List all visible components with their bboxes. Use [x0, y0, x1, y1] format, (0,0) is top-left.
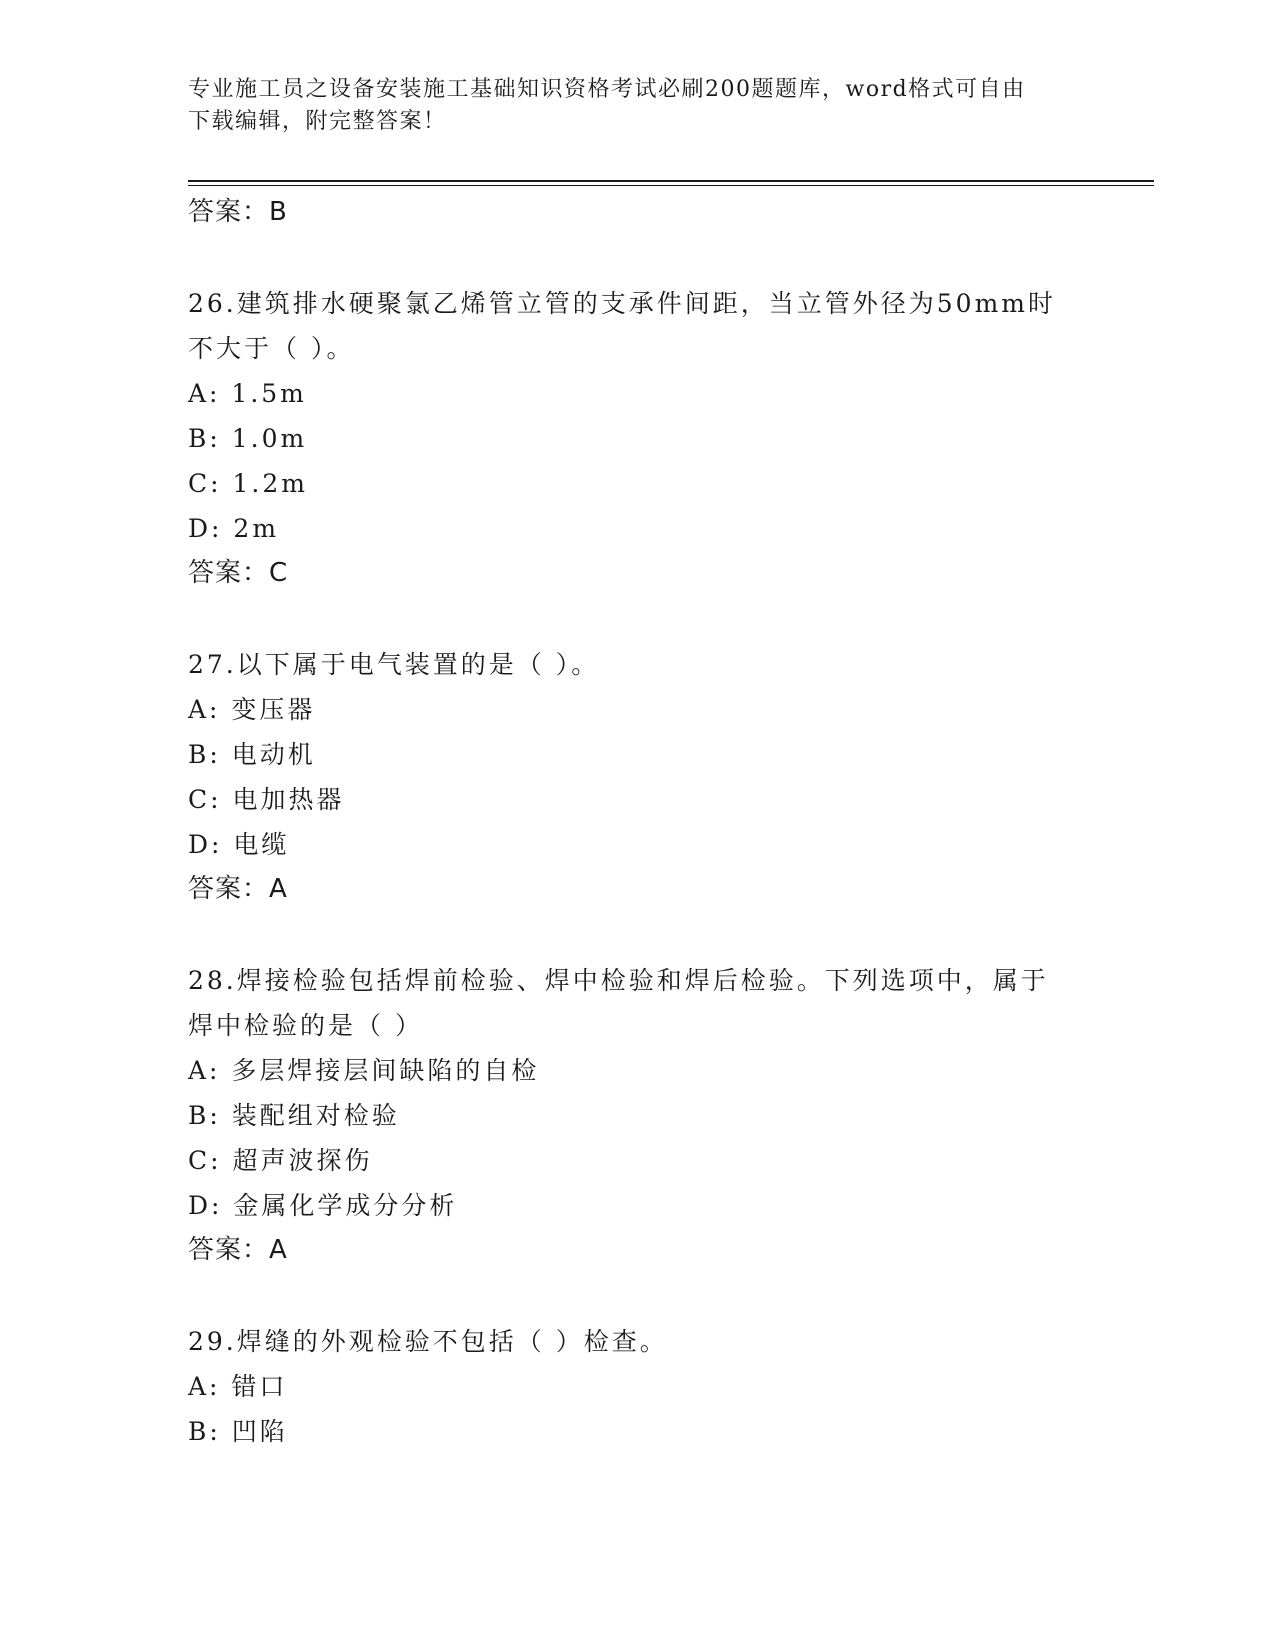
- spacer: [188, 235, 1088, 281]
- question-list: [188, 190, 1088, 1454]
- option-b: B: 凹陷: [188, 1417, 288, 1446]
- question-stem-cont: 焊中检验的是（ ）: [188, 1011, 423, 1040]
- option-c: C: 超声波探伤: [188, 1146, 373, 1175]
- option-c: C: 1.2m: [188, 469, 308, 498]
- spacer: [188, 596, 1088, 642]
- answer: 答案：A: [188, 1235, 288, 1265]
- header-line-2: 下载编辑，附完整答案！: [188, 109, 447, 134]
- option-b: B: 1.0m: [188, 424, 308, 453]
- question-stem: 26.建筑排水硬聚氯乙烯管立管的支承件间距，当立管外径为50mm时: [188, 289, 1056, 318]
- question-stem-cont: 不大于（ ）。: [188, 334, 355, 363]
- spacer: [188, 1273, 1088, 1319]
- option-a: A: 变压器: [188, 695, 316, 724]
- header-rule-thick: [188, 180, 1154, 182]
- document-header: [188, 74, 1088, 138]
- answer: 答案：C: [188, 558, 289, 588]
- question-29: [188, 1319, 1088, 1454]
- header-line-1: 专业施工员之设备安装施工基础知识资格考试必刷200题题库，word格式可自由: [188, 77, 1026, 102]
- spacer: [188, 912, 1088, 958]
- question-28: [188, 958, 1088, 1273]
- option-d: D: 金属化学成分分析: [188, 1191, 458, 1220]
- option-a: A: 1.5m: [188, 379, 307, 408]
- option-c: C: 电加热器: [188, 785, 345, 814]
- question-27: [188, 642, 1088, 912]
- option-a: A: 错口: [188, 1372, 288, 1401]
- question-stem: 27.以下属于电气装置的是（ ）。: [188, 650, 600, 679]
- header-rule-thin: [188, 185, 1154, 186]
- option-d: D: 2m: [188, 514, 280, 543]
- question-26: [188, 281, 1088, 596]
- option-a: A: 多层焊接层间缺陷的自检: [188, 1056, 540, 1085]
- question-stem: 28.焊接检验包括焊前检验、焊中检验和焊后检验。下列选项中，属于: [188, 966, 1049, 995]
- question-stem: 29.焊缝的外观检验不包括（ ）检查。: [188, 1327, 668, 1356]
- answer: 答案：A: [188, 874, 288, 904]
- option-b: B: 装配组对检验: [188, 1101, 400, 1130]
- answer-q25: 答案：B: [188, 197, 288, 227]
- option-d: D: 电缆: [188, 830, 290, 859]
- option-b: B: 电动机: [188, 740, 316, 769]
